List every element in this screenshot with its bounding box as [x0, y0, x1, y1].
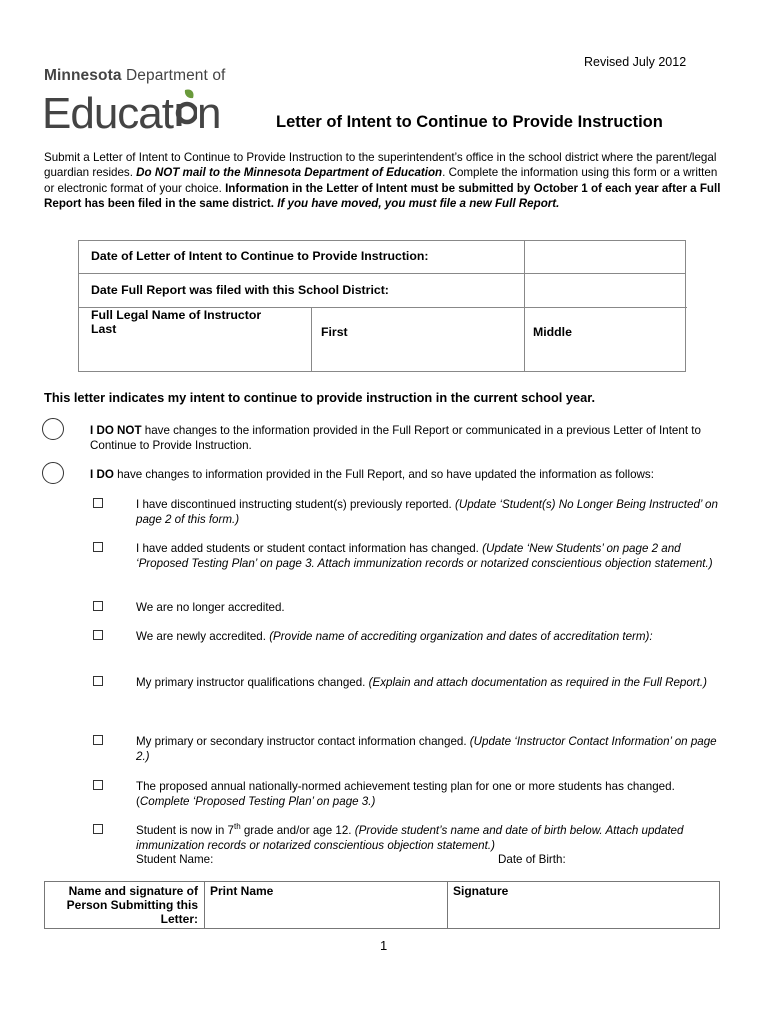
logo-department: Department of: [121, 67, 226, 84]
item-text: The proposed annual nationally-normed achievement testing plan for one or more students has changed. (: [136, 780, 675, 808]
item-text-2: grade and/or age 12.: [240, 824, 355, 837]
checkbox-newly-accredited[interactable]: [93, 630, 103, 640]
item-qualifications: [136, 675, 726, 690]
item-note: Complete ‘Proposed Testing Plan’ on page 3.): [139, 795, 376, 808]
intro-paragraph: [44, 150, 730, 212]
item-text: We are newly accredited.: [136, 630, 270, 643]
signature-cell[interactable]: [448, 882, 720, 929]
checkbox-testing-plan[interactable]: [93, 780, 103, 790]
item-text: I have added students or student contact information has changed.: [136, 542, 483, 555]
item-discontinued: [136, 497, 726, 527]
intro-moved-note: If you have moved, you must file a new Full Report.: [277, 197, 560, 211]
logo-ion-mark: [173, 86, 197, 128]
checkbox-added-students[interactable]: [93, 542, 103, 552]
logo-line-1: [44, 67, 225, 85]
item-note: (Update ‘New Students’ on page 2 and ‘Proposed Testing Plan’ on page 3. Attach immunization records or notarized conscientious objection statement.): [136, 542, 713, 570]
revised-date: Revised July 2012: [584, 55, 687, 69]
logo-educat: Educat: [42, 89, 173, 138]
checkbox-qualifications[interactable]: [93, 676, 103, 686]
item-note: (Update ‘Instructor Contact Information’ on page 2.): [136, 735, 717, 763]
submitter-label: Name and signature of Person Submitting this Letter:: [45, 882, 205, 929]
logo-education: [42, 86, 220, 139]
item-testing-plan: [136, 779, 726, 809]
full-name-header: Full Legal Name of Instructor: [91, 308, 262, 322]
print-name-cell[interactable]: [205, 882, 448, 929]
item-note: (Update ‘Student(s) No Longer Being Instructed’ on page 2 of this form.): [136, 498, 718, 526]
middle-name-cell[interactable]: [525, 308, 686, 372]
item-no-longer-accredited: [136, 600, 726, 615]
item-note: (Provide student’s name and date of birth below. Attach updated immunization records or notarized conscientious objection statement.): [136, 824, 684, 852]
intent-heading: This letter indicates my intent to continue to provide instruction in the current school year.: [44, 390, 596, 405]
item-seventh-grade: [136, 823, 726, 853]
first-name-cell[interactable]: [312, 308, 525, 372]
item-text: We are no longer accredited.: [136, 601, 285, 614]
instructor-info-table: [78, 240, 686, 372]
date-report-field[interactable]: [525, 274, 686, 308]
item-superscript: th: [233, 822, 241, 832]
checkbox-contact-info[interactable]: [93, 735, 103, 745]
item-contact-info: [136, 734, 726, 764]
item-text: My primary instructor qualifications changed.: [136, 676, 369, 689]
item-added-students: [136, 541, 726, 571]
middle-name-label: Middle: [533, 325, 572, 339]
print-name-label: Print Name: [210, 884, 274, 898]
option-do-not-bold: I DO NOT: [90, 424, 142, 437]
option-do-not-rest: have changes to the information provided in the Full Report or communicated in a previous Letter of Intent to Continue to Provide Instruction.: [90, 424, 701, 452]
date-letter-label: Date of Letter of Intent to Continue to Provide Instruction:: [79, 241, 525, 274]
item-note: (Explain and attach documentation as required in the Full Report.): [368, 676, 707, 689]
date-of-birth-label: Date of Birth:: [498, 853, 566, 866]
intro-text-2: . Complete the information using this form or a written or electronic format of your choice.: [44, 166, 718, 195]
intro-text-1: Submit a Letter of Intent to Continue to Provide Instruction to the superintendent’s office in the school district where the parent/legal guardian resides.: [44, 151, 717, 180]
item-text: I have discontinued instructing student(s) previously reported.: [136, 498, 455, 511]
intro-deadline: Information in the Letter of Intent must be submitted by October 1 of each year after a Full Report has been filed in the same district.: [44, 181, 721, 211]
name-row-divider: [78, 307, 687, 308]
page-number: 1: [380, 938, 388, 953]
checkbox-seventh-grade[interactable]: [93, 824, 103, 834]
signature-label: Signature: [453, 884, 509, 898]
option-do-bold: I DO: [90, 468, 114, 481]
first-name-label: First: [321, 325, 348, 339]
item-text: My primary or secondary instructor contact information changed.: [136, 735, 470, 748]
logo-leaf-icon: [173, 86, 197, 128]
option-do-not-text: [90, 423, 720, 453]
date-letter-field[interactable]: [525, 241, 686, 274]
item-note: (Provide name of accrediting organization and dates of accreditation term):: [269, 630, 653, 643]
option-do-text: [90, 467, 730, 482]
last-name-cell[interactable]: [79, 308, 312, 372]
option-do-rest: have changes to information provided in the Full Report, and so have updated the information as follows:: [113, 468, 654, 481]
last-name-label: Last: [91, 322, 117, 336]
signature-table: [44, 881, 720, 929]
radio-do-not[interactable]: [42, 418, 64, 440]
logo-minnesota: Minnesota: [44, 67, 122, 84]
logo-n: n: [196, 89, 221, 138]
intro-do-not-mail: Do NOT mail to the Minnesota Department of Education: [136, 166, 443, 180]
page-title: Letter of Intent to Continue to Provide Instruction: [276, 113, 663, 131]
checkbox-discontinued[interactable]: [93, 498, 103, 508]
item-newly-accredited: [136, 629, 726, 644]
date-report-label: Date Full Report was filed with this School District:: [79, 274, 525, 308]
student-name-label: Student Name:: [136, 853, 214, 866]
checkbox-no-longer-accredited[interactable]: [93, 601, 103, 611]
item-text: Student is now in 7: [136, 824, 234, 837]
radio-do[interactable]: [42, 462, 64, 484]
